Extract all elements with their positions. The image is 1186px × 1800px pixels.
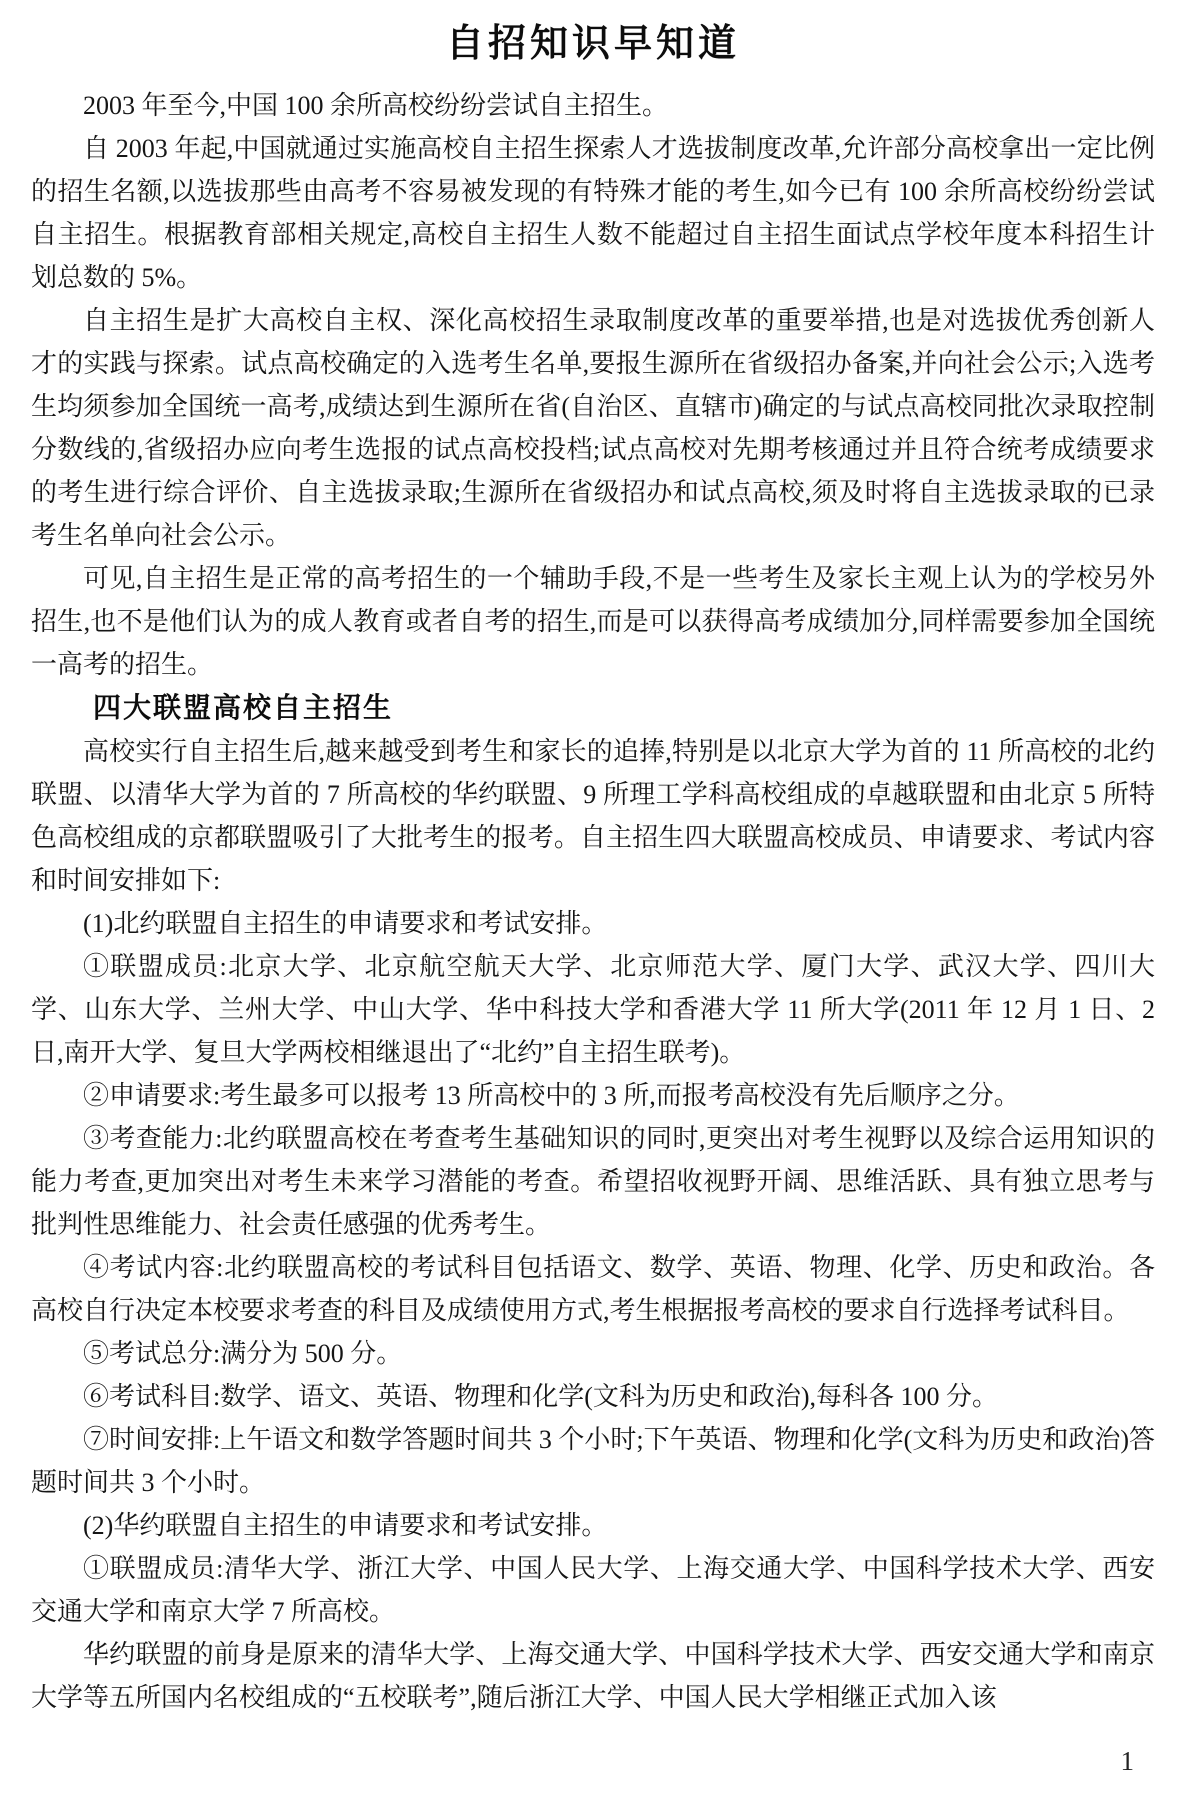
page-title: 自招知识早知道 — [445, 23, 740, 65]
section-heading-four-leagues: 四大联盟高校自主招生 — [93, 692, 394, 723]
paragraph-huayue-heading: (2)华约联盟自主招生的申请要求和考试安排。 — [83, 1511, 608, 1540]
paragraph-beiyue-subjects: ⑥考试科目:数学、语文、英语、物理和化学(文科为历史和政治),每科各 100 分。 — [83, 1382, 999, 1411]
paragraph-beiyue-ability: ③考查能力:北约联盟高校在考查考生基础知识的同时,更突出对考生视野以及综合运用知识的能力考查,更加突出对考生未来学习潜能的考查。希望招收视野开阔、思维活跃、具有独立思考与批判性思维能力、社会责任感强的优秀考生。 — [31, 1124, 1155, 1239]
paragraph-beiyue-members: ①联盟成员:北京大学、北京航空航天大学、北京师范大学、厦门大学、武汉大学、四川大学、山东大学、兰州大学、中山大学、华中科技大学和香港大学 11 所大学(2011 年 12 月 1 日、2 日,南开大学、复旦大学两校相继退出了“北约”自主招生联考)。 — [31, 952, 1155, 1067]
paragraph-huayue-members: ①联盟成员:清华大学、浙江大学、中国人民大学、上海交通大学、中国科学技术大学、西安交通大学和南京大学 7 所高校。 — [31, 1554, 1155, 1626]
paragraph-intro: 2003 年至今,中国 100 余所高校纷纷尝试自主招生。 — [83, 91, 669, 120]
paragraph-history: 自 2003 年起,中国就通过实施高校自主招生探索人才选拔制度改革,允许部分高校拿出一定比例的招生名额,以选拔那些由高考不容易被发现的有特殊才能的考生,如今已有 100 余所高校纷纷尝试自主招生。根据教育部相关规定,高校自主招生人数不能超过自主招生面试点学校年度本科招生计划总数的 5%。 — [31, 134, 1155, 292]
paragraph-beiyue-exam-content: ④考试内容:北约联盟高校的考试科目包括语文、数学、英语、物理、化学、历史和政治。各高校自行决定本校要求考查的科目及成绩使用方式,考生根据报考高校的要求自行选择考试科目。 — [31, 1253, 1155, 1325]
paragraph-clarification: 可见,自主招生是正常的高考招生的一个辅助手段,不是一些考生及家长主观上认为的学校另外招生,也不是他们认为的成人教育或者自考的招生,而是可以获得高考成绩加分,同样需要参加全国统一高考的招生。 — [31, 564, 1155, 679]
paragraph-beiyue-schedule: ⑦时间安排:上午语文和数学答题时间共 3 个小时;下午英语、物理和化学(文科为历史和政治)答题时间共 3 个小时。 — [31, 1425, 1155, 1497]
paragraph-beiyue-heading: (1)北约联盟自主招生的申请要求和考试安排。 — [83, 909, 608, 938]
paragraph-huayue-origin: 华约联盟的前身是原来的清华大学、上海交通大学、中国科学技术大学、西安交通大学和南京大学等五所国内名校组成的“五校联考”,随后浙江大学、中国人民大学相继正式加入该 — [31, 1640, 1155, 1712]
page-number: 1 — [1120, 1746, 1134, 1776]
paragraph-leagues-overview: 高校实行自主招生后,越来越受到考生和家长的追捧,特别是以北京大学为首的 11 所高校的北约联盟、以清华大学为首的 7 所高校的华约联盟、9 所理工学科高校组成的卓越联盟和由北京 5 所特色高校组成的京都联盟吸引了大批考生的报考。自主招生四大联盟高校成员、申请要求、考试内容和时间安排如下: — [31, 737, 1155, 895]
paragraph-policy: 自主招生是扩大高校自主权、深化高校招生录取制度改革的重要举措,也是对选拔优秀创新人才的实践与探索。试点高校确定的入选考生名单,要报生源所在省级招办备案,并向社会公示;入选考生均须参加全国统一高考,成绩达到生源所在省(自治区、直辖市)确定的与试点高校同批次录取控制分数线的,省级招办应向考生选报的试点高校投档;试点高校对先期考核通过并且符合统考成绩要求的考生进行综合评价、自主选拔录取;生源所在省级招办和试点高校,须及时将自主选拔录取的已录考生名单向社会公示。 — [31, 306, 1155, 550]
paragraph-beiyue-total-score: ⑤考试总分:满分为 500 分。 — [83, 1339, 403, 1368]
paragraph-beiyue-application: ②申请要求:考生最多可以报考 13 所高校中的 3 所,而报考高校没有先后顺序之分。 — [83, 1081, 1020, 1110]
